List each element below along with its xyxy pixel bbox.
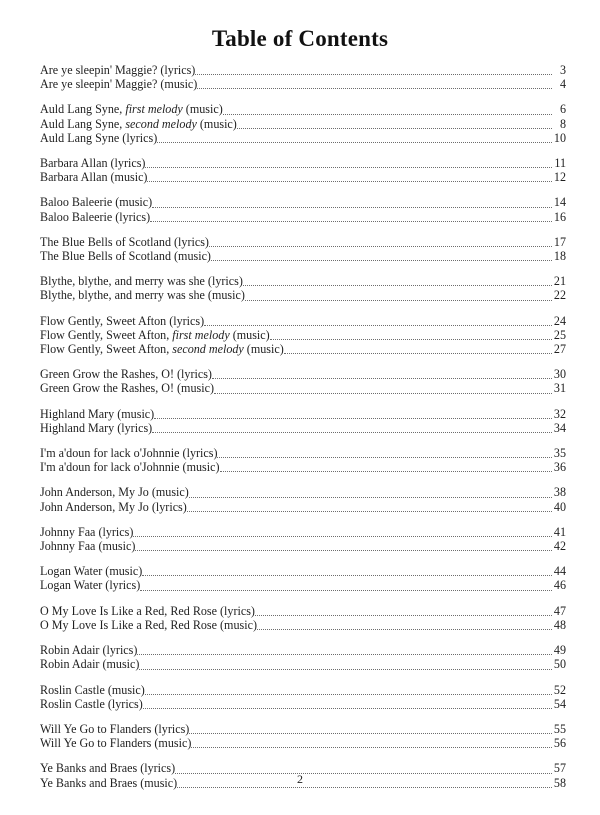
toc-group xyxy=(40,564,566,592)
toc-entry[interactable] xyxy=(40,697,566,711)
toc-entry[interactable] xyxy=(40,618,566,632)
toc-entry-title: The Blue Bells of Scotland (music) xyxy=(40,249,211,264)
toc-entry-title: Blythe, blythe, and merry was she (lyrics) xyxy=(40,274,243,289)
toc-group xyxy=(40,367,566,395)
toc-group xyxy=(40,314,566,357)
toc-entry[interactable] xyxy=(40,367,566,381)
toc-entry-title: Flow Gently, Sweet Afton, second melody (music) xyxy=(40,342,284,357)
toc-entry-page-number: 31 xyxy=(553,381,566,396)
toc-entry-title: Robin Adair (music) xyxy=(40,657,140,672)
toc-group xyxy=(40,63,566,91)
toc-entry-title: Blythe, blythe, and merry was she (music) xyxy=(40,288,245,303)
toc-entry-title: Highland Mary (music) xyxy=(40,406,155,421)
toc-entry-page-number: 4 xyxy=(559,77,566,92)
toc-dot-leader xyxy=(154,411,552,421)
toc-entry[interactable] xyxy=(40,485,566,499)
toc-dot-leader xyxy=(284,346,552,356)
toc-entry-title: The Blue Bells of Scotland (lyrics) xyxy=(40,234,209,249)
toc-entry-page-number: 11 xyxy=(554,156,566,171)
toc-dot-leader xyxy=(204,318,552,328)
toc-dot-leader xyxy=(191,740,552,750)
toc-entry[interactable] xyxy=(40,381,566,395)
toc-dot-leader xyxy=(243,278,552,288)
toc-dot-leader xyxy=(145,687,552,697)
toc-entry-page-number: 16 xyxy=(553,209,566,224)
toc-group xyxy=(40,525,566,553)
toc-dot-leader xyxy=(137,647,552,657)
toc-entry-title: Ye Banks and Braes (music) xyxy=(40,775,178,790)
toc-dot-leader xyxy=(197,81,552,91)
toc-entry-page-number: 56 xyxy=(553,736,566,751)
toc-group xyxy=(40,446,566,474)
toc-entry[interactable] xyxy=(40,195,566,209)
toc-dot-leader xyxy=(145,160,552,170)
toc-entry[interactable] xyxy=(40,657,566,671)
toc-entry-page-number: 34 xyxy=(553,420,566,435)
toc-entry-page-number: 14 xyxy=(553,195,566,210)
toc-dot-leader xyxy=(140,583,552,593)
toc-entry-page-number: 42 xyxy=(553,539,566,554)
toc-entry[interactable] xyxy=(40,63,566,77)
toc-entry-title: Baloo Baleerie (music) xyxy=(40,195,153,210)
toc-entry-title: I'm a'doun for lack o'Johnnie (music) xyxy=(40,460,220,475)
toc-entry[interactable] xyxy=(40,500,566,514)
toc-group xyxy=(40,156,566,184)
toc-entry[interactable] xyxy=(40,249,566,263)
toc-group xyxy=(40,722,566,750)
page-number: 2 xyxy=(297,772,303,786)
toc-entry-page-number: 17 xyxy=(553,234,566,249)
toc-entry[interactable] xyxy=(40,156,566,170)
toc-entry-page-number: 41 xyxy=(553,524,566,539)
toc-dot-leader xyxy=(152,200,552,210)
toc-dot-leader xyxy=(257,622,552,632)
toc-dot-leader xyxy=(270,332,552,342)
toc-entry-page-number: 55 xyxy=(553,721,566,736)
toc-entry-page-number: 44 xyxy=(553,564,566,579)
toc-entry-title: Green Grow the Rashes, O! (music) xyxy=(40,381,214,396)
toc-entry-title: Are ye sleepin' Maggie? (music) xyxy=(40,77,198,92)
toc-dot-leader xyxy=(220,464,553,474)
toc-entry-title: Will Ye Go to Flanders (lyrics) xyxy=(40,721,190,736)
toc-entry-title: Robin Adair (lyrics) xyxy=(40,643,138,658)
toc-dot-leader xyxy=(157,135,552,145)
toc-entry[interactable] xyxy=(40,117,566,131)
toc-entry-page-number: 32 xyxy=(553,406,566,421)
toc-dot-leader xyxy=(139,662,552,672)
toc-dot-leader xyxy=(142,568,552,578)
toc-entry-title: Highland Mary (lyrics) xyxy=(40,420,153,435)
toc-dot-leader xyxy=(150,214,552,224)
toc-entry-title-emphasis: second melody xyxy=(125,116,197,131)
toc-entry[interactable] xyxy=(40,210,566,224)
toc-entry[interactable] xyxy=(40,235,566,249)
toc-entry-page-number: 12 xyxy=(553,170,566,185)
toc-dot-leader xyxy=(255,608,552,618)
toc-entry-title: O My Love Is Like a Red, Red Rose (lyrics) xyxy=(40,603,255,618)
toc-entry-page-number: 54 xyxy=(553,696,566,711)
toc-dot-leader xyxy=(189,490,552,500)
toc-entry-page-number: 52 xyxy=(553,682,566,697)
toc-entry-page-number: 3 xyxy=(559,63,566,77)
toc-dot-leader xyxy=(133,529,552,539)
toc-entry[interactable] xyxy=(40,460,566,474)
toc-entry-page-number: 24 xyxy=(553,313,566,328)
toc-group xyxy=(40,485,566,513)
toc-entry-page-number: 40 xyxy=(553,499,566,514)
toc-entry-title: Roslin Castle (music) xyxy=(40,682,145,697)
toc-entry-page-number: 10 xyxy=(553,130,566,145)
toc-entry-title: Auld Lang Syne, second melody (music) xyxy=(40,116,237,131)
toc-group xyxy=(40,102,566,145)
toc-entry-page-number: 58 xyxy=(553,775,566,790)
toc-entry[interactable] xyxy=(40,288,566,302)
toc-entry[interactable] xyxy=(40,328,566,342)
toc-group xyxy=(40,604,566,632)
toc-entry-title: Logan Water (music) xyxy=(40,564,143,579)
toc-entry[interactable] xyxy=(40,77,566,91)
toc-dot-leader xyxy=(245,293,552,303)
toc-entry[interactable] xyxy=(40,102,566,116)
toc-entry-title: Ye Banks and Braes (lyrics) xyxy=(40,761,176,776)
toc-entry-page-number: 22 xyxy=(553,288,566,303)
toc-entry-page-number: 18 xyxy=(553,249,566,264)
toc-entry[interactable] xyxy=(40,421,566,435)
toc-entry-page-number: 57 xyxy=(553,761,566,776)
toc-entry-page-number: 49 xyxy=(553,643,566,658)
toc-entry-title: O My Love Is Like a Red, Red Rose (music) xyxy=(40,617,257,632)
toc-entry-title: Barbara Allan (lyrics) xyxy=(40,156,146,171)
toc-entry[interactable] xyxy=(40,407,566,421)
toc-entry[interactable] xyxy=(40,643,566,657)
toc-entry-title: Green Grow the Rashes, O! (lyrics) xyxy=(40,367,212,382)
toc-entry-title: Roslin Castle (lyrics) xyxy=(40,696,143,711)
toc-entry[interactable] xyxy=(40,539,566,553)
toc-entry-page-number: 30 xyxy=(553,367,566,382)
toc-dot-leader xyxy=(189,726,552,736)
toc-entry-title-emphasis: first melody xyxy=(172,327,230,342)
toc-dot-leader xyxy=(147,174,552,184)
toc-entry[interactable] xyxy=(40,564,566,578)
toc-group xyxy=(40,683,566,711)
toc-group xyxy=(40,643,566,671)
toc-group xyxy=(40,195,566,223)
toc-group xyxy=(40,235,566,263)
toc-entry-page-number: 8 xyxy=(559,116,566,131)
toc-dot-leader xyxy=(195,67,552,77)
toc-entry-title: Flow Gently, Sweet Afton (lyrics) xyxy=(40,313,205,328)
toc-entry-title: Flow Gently, Sweet Afton, first melody (music) xyxy=(40,327,270,342)
toc-dot-leader xyxy=(223,107,552,117)
toc-entry[interactable] xyxy=(40,578,566,592)
toc-entry-page-number: 36 xyxy=(553,460,566,475)
toc-dot-leader xyxy=(135,543,552,553)
toc-entry[interactable] xyxy=(40,446,566,460)
toc-entry-page-number: 6 xyxy=(559,102,566,117)
toc-entry-page-number: 47 xyxy=(553,603,566,618)
toc-entry-page-number: 35 xyxy=(553,446,566,461)
toc-entry-title: Logan Water (lyrics) xyxy=(40,578,141,593)
toc-dot-leader xyxy=(209,239,552,249)
toc-entry-title: Auld Lang Syne (lyrics) xyxy=(40,130,158,145)
toc-entry-page-number: 50 xyxy=(553,657,566,672)
toc-entry[interactable] xyxy=(40,722,566,736)
toc-entry[interactable] xyxy=(40,274,566,288)
toc-entry-title: John Anderson, My Jo (lyrics) xyxy=(40,499,187,514)
toc-dot-leader xyxy=(212,371,552,381)
toc-entry-page-number: 21 xyxy=(553,274,566,289)
toc-dot-leader xyxy=(152,425,552,435)
toc-dot-leader xyxy=(214,386,552,396)
toc-entry-page-number: 27 xyxy=(553,342,566,357)
toc-entry-list xyxy=(40,63,566,790)
toc-entry[interactable] xyxy=(40,683,566,697)
toc-entry-title: Johnny Faa (lyrics) xyxy=(40,524,134,539)
toc-entry-page-number: 48 xyxy=(553,617,566,632)
toc-dot-leader xyxy=(187,504,552,514)
toc-entry-page-number: 46 xyxy=(553,578,566,593)
toc-group xyxy=(40,274,566,302)
toc-group xyxy=(40,407,566,435)
toc-dot-leader xyxy=(211,253,552,263)
toc-entry[interactable] xyxy=(40,170,566,184)
toc-entry-page-number: 38 xyxy=(553,485,566,500)
toc-entry-title: Baloo Baleerie (lyrics) xyxy=(40,209,151,224)
toc-entry[interactable] xyxy=(40,604,566,618)
toc-dot-leader xyxy=(237,121,552,131)
toc-entry[interactable] xyxy=(40,131,566,145)
toc-dot-leader xyxy=(143,701,552,711)
toc-entry-title-emphasis: second melody xyxy=(172,342,244,357)
toc-entry[interactable] xyxy=(40,342,566,356)
toc-entry[interactable] xyxy=(40,736,566,750)
toc-entry-title-emphasis: first melody xyxy=(125,102,183,117)
toc-entry-title: John Anderson, My Jo (music) xyxy=(40,485,189,500)
toc-entry[interactable] xyxy=(40,314,566,328)
toc-entry-title: Barbara Allan (music) xyxy=(40,170,148,185)
toc-entry-title: Auld Lang Syne, first melody (music) xyxy=(40,102,223,117)
toc-entry[interactable] xyxy=(40,525,566,539)
toc-entry-title: Will Ye Go to Flanders (music) xyxy=(40,736,192,751)
toc-entry-title: Are ye sleepin' Maggie? (lyrics) xyxy=(40,63,196,77)
toc-entry-title: I'm a'doun for lack o'Johnnie (lyrics) xyxy=(40,446,218,461)
toc-entry-title: Johnny Faa (music) xyxy=(40,539,136,554)
toc-entry-page-number: 25 xyxy=(553,327,566,342)
page-title: Table of Contents xyxy=(211,26,389,51)
toc-dot-leader xyxy=(217,450,552,460)
